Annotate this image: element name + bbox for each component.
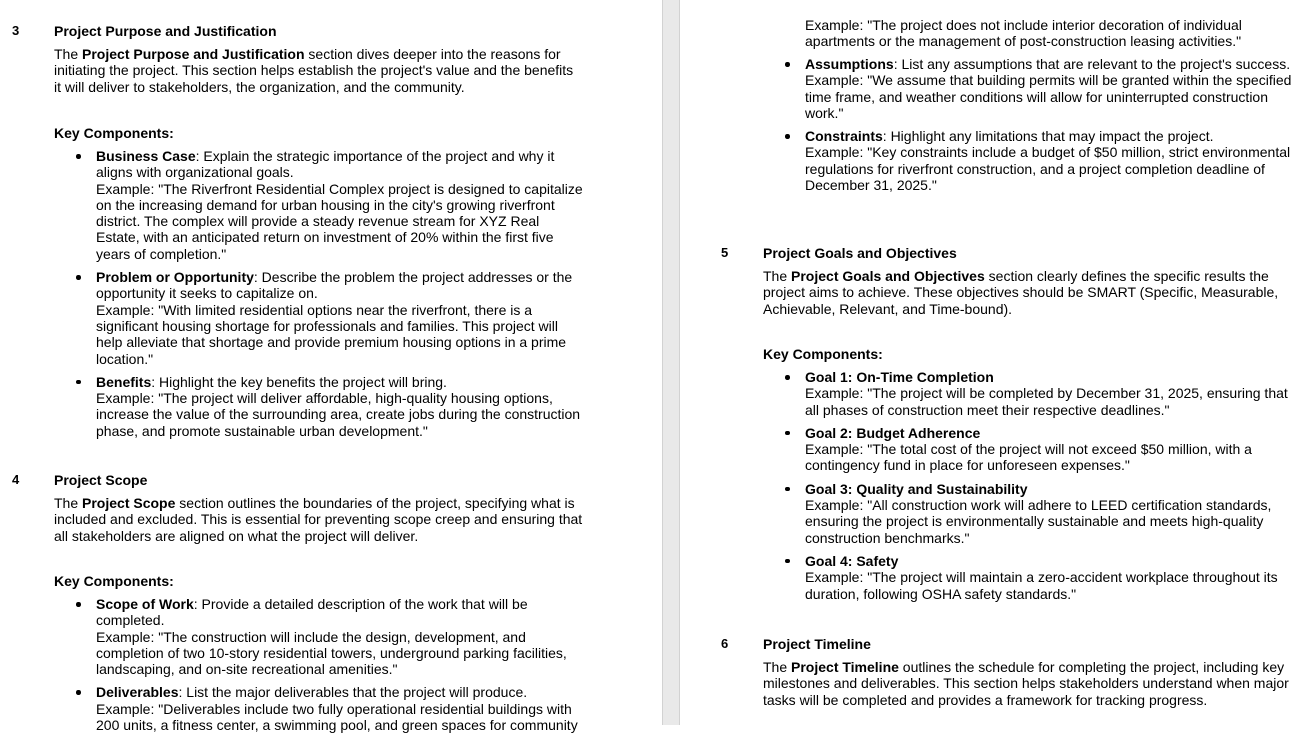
list-item-term: Deliverables: [96, 684, 179, 701]
section-number: 4: [12, 472, 20, 487]
key-components-list-continued: [805, 56, 1295, 200]
section-intro-paragraph: The Project Goals and Objectives section clearly defines the specific results the project aims to achieve. These objectives should be SMART (Specific, Measurable, Achievable, Relevant, and Time-bound).: [763, 268, 1279, 317]
list-item-example: Example: "We assume that building permits will be granted within the specified time frame, and weather conditions will allow for uninterrupted construction work.": [805, 72, 1292, 121]
list-item-description: : List any assumptions that are relevant to the project's success.: [893, 56, 1291, 72]
list-item-example: Example: "With limited residential options near the riverfront, there is a significant housing shortage for professionals and families. This project will help alleviate that shortage and provide premium housing options in a prime location.": [96, 301, 567, 367]
list-item-term: Problem or Opportunity: [96, 269, 254, 286]
goal-title: Goal 3: Quality and Sustainability: [805, 480, 1028, 497]
section-heading: Project Scope: [54, 472, 148, 488]
goal-title: Goal 4: Safety: [805, 552, 899, 569]
page-separator: [662, 0, 680, 725]
intro-bold-term: Project Purpose and Justification: [82, 46, 305, 62]
continued-example: Example: "The project does not include interior decoration of individual apartments or the management of post-construction leasing activities.": [805, 17, 1242, 50]
goal-example: Example: "The project will maintain a zero-accident workplace throughout its duration, following OSHA safety standards.": [805, 569, 1278, 602]
list-item-term: Scope of Work: [96, 596, 194, 612]
list-item: [96, 148, 584, 262]
list-item-term: Constraints: [805, 128, 883, 145]
list-item: [805, 553, 1295, 602]
section-heading: Project Timeline: [763, 636, 871, 652]
list-item: [96, 684, 584, 733]
list-item-example: Example: "The construction will include the design, development, and completion of two 10-story residential towers, underground parking facilities, landscaping, and on-site recreational amenities.": [96, 628, 567, 678]
list-item-example: Example: "The Riverfront Residential Complex project is designed to capitalize on the increasing demand for urban housing in the city's growing riverfront district. The complex will provide a steady revenue stream for XYZ Real Estate, with an anticipated return on investment of 20% within the first five years of completion.": [96, 180, 583, 262]
goals-list: [805, 369, 1295, 609]
section-heading: Project Purpose and Justification: [54, 23, 277, 39]
section-number: 6: [721, 636, 729, 651]
key-components-list: [96, 596, 584, 740]
intro-bold-term: Project Goals and Objectives: [791, 268, 985, 284]
goal-title: Goal 2: Budget Adherence: [805, 424, 981, 441]
key-components-label: Key Components:: [763, 346, 883, 362]
intro-bold-term: Project Timeline: [791, 659, 899, 675]
section-intro-paragraph: The Project Purpose and Justification section dives deeper into the reasons for initiating the project. This section helps establish the project's value and the benefits it will deliver to stakeholders, the organization, and the community.: [54, 46, 574, 95]
list-item-description: : Highlight the key benefits the project will bring.: [151, 373, 447, 390]
section-number: 3: [12, 23, 20, 38]
section-intro-paragraph: The Project Scope section outlines the boundaries of the project, specifying what is included and excluded. This is essential for preventing scope creep and ensuring that all stakeholders are aligned on what the project will deliver.: [54, 495, 583, 544]
key-components-label: Key Components:: [54, 573, 174, 589]
list-item-description: : Highlight any limitations that may impact the project.: [882, 128, 1214, 145]
list-item-example: Example: "Deliverables include two fully operational residential buildings with 200 units, a fitness center, a swimming pool, and green spaces for community: [96, 700, 578, 734]
list-item: [805, 425, 1295, 474]
section-heading: Project Goals and Objectives: [763, 245, 957, 261]
list-item: [96, 596, 584, 677]
section-intro-paragraph: The Project Timeline outlines the schedule for completing the project, including key milestones and deliverables. This section helps stakeholders understand when major tasks will be completed and provides a framework for tracking progress.: [763, 659, 1289, 708]
list-item: [96, 374, 584, 439]
list-item: [805, 128, 1295, 193]
document-page-right: [680, 0, 1315, 725]
goal-example: Example: "The total cost of the project will not exceed $50 million, with a contingency fund in place for unforeseen expenses.": [805, 441, 1252, 474]
key-components-label: Key Components:: [54, 125, 174, 141]
list-item-description: : Explain the strategic importance of the project and why it aligns with organizational goals.: [96, 148, 555, 181]
list-item-description: : Describe the problem the project addresses or the opportunity it seeks to capitalize on.: [96, 269, 573, 302]
list-item-description: : List the major deliverables that the project will produce.: [178, 684, 528, 701]
goal-title: Goal 1: On-Time Completion: [805, 369, 994, 385]
section-number: 5: [721, 245, 729, 260]
list-item-example: Example: "The project will deliver affordable, high-quality housing options, increase the value of the surrounding area, create jobs during the construction phase, and promote sustainable urban development.": [96, 390, 581, 439]
list-item-term: Business Case: [96, 148, 196, 164]
key-components-list: [96, 148, 584, 446]
list-item: [805, 481, 1295, 546]
list-item-example: Example: "Key constraints include a budget of $50 million, strict environmental regulations for riverfront construction, and a project completion deadline of December 31, 2025.": [805, 144, 1291, 194]
list-item-term: Benefits: [96, 373, 152, 390]
list-item: [805, 369, 1295, 418]
goal-example: Example: "The project will be completed by December 31, 2025, ensuring that all phases of construction meet their respective deadlines.": [805, 385, 1288, 418]
goal-example: Example: "All construction work will adhere to LEED certification standards, ensuring the project is environmentally sustainable and meets high-quality construction benchmarks.": [805, 497, 1272, 546]
list-item: [96, 269, 584, 367]
list-item-description: : Provide a detailed description of the work that will be completed.: [96, 596, 528, 629]
list-item-term: Assumptions: [805, 56, 894, 72]
document-page-left: [0, 0, 662, 734]
intro-bold-term: Project Scope: [82, 495, 176, 511]
list-item: [805, 56, 1295, 121]
